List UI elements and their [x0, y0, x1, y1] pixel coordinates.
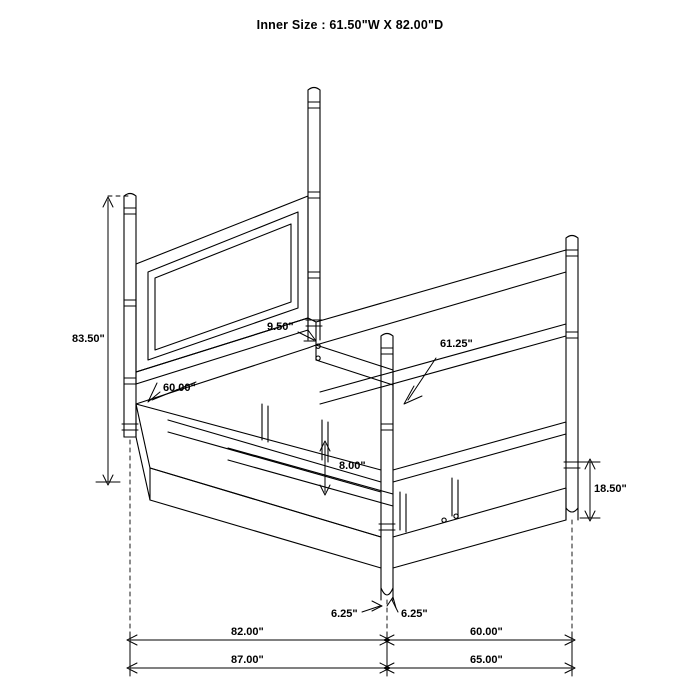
- footboard-right-post: [564, 236, 580, 521]
- dimension-label-footboard-post-height: 18.50": [594, 483, 627, 495]
- dimension-label-slat-height: 8.00": [339, 460, 366, 472]
- dimension-lines: [96, 197, 600, 676]
- page-title: Inner Size : 61.50"W X 82.00"D: [256, 18, 444, 32]
- dimension-label-headboard-panel-gap: 9.50": [267, 321, 294, 333]
- dimension-label-bed-length-left-span: 82.00": [231, 626, 264, 638]
- dimension-label-bed-length-right-span: 60.00": [470, 626, 503, 638]
- bed-frame-rails: [136, 250, 566, 568]
- dimension-label-overall-left-span: 87.00": [231, 654, 264, 666]
- witness-lines: [108, 196, 572, 672]
- dimension-label-foot-clearance-left: 6.25": [331, 608, 358, 620]
- dimension-label-overall-right-span: 65.00": [470, 654, 503, 666]
- headboard-panel: [136, 196, 308, 384]
- dimension-label-foot-clearance-right: 6.25": [401, 608, 428, 620]
- dimension-label-overall-height: 83.50": [72, 333, 105, 345]
- dimension-label-side-rail-length: 61.25": [440, 338, 473, 350]
- dimension-label-headboard-width: 60.00": [163, 382, 196, 394]
